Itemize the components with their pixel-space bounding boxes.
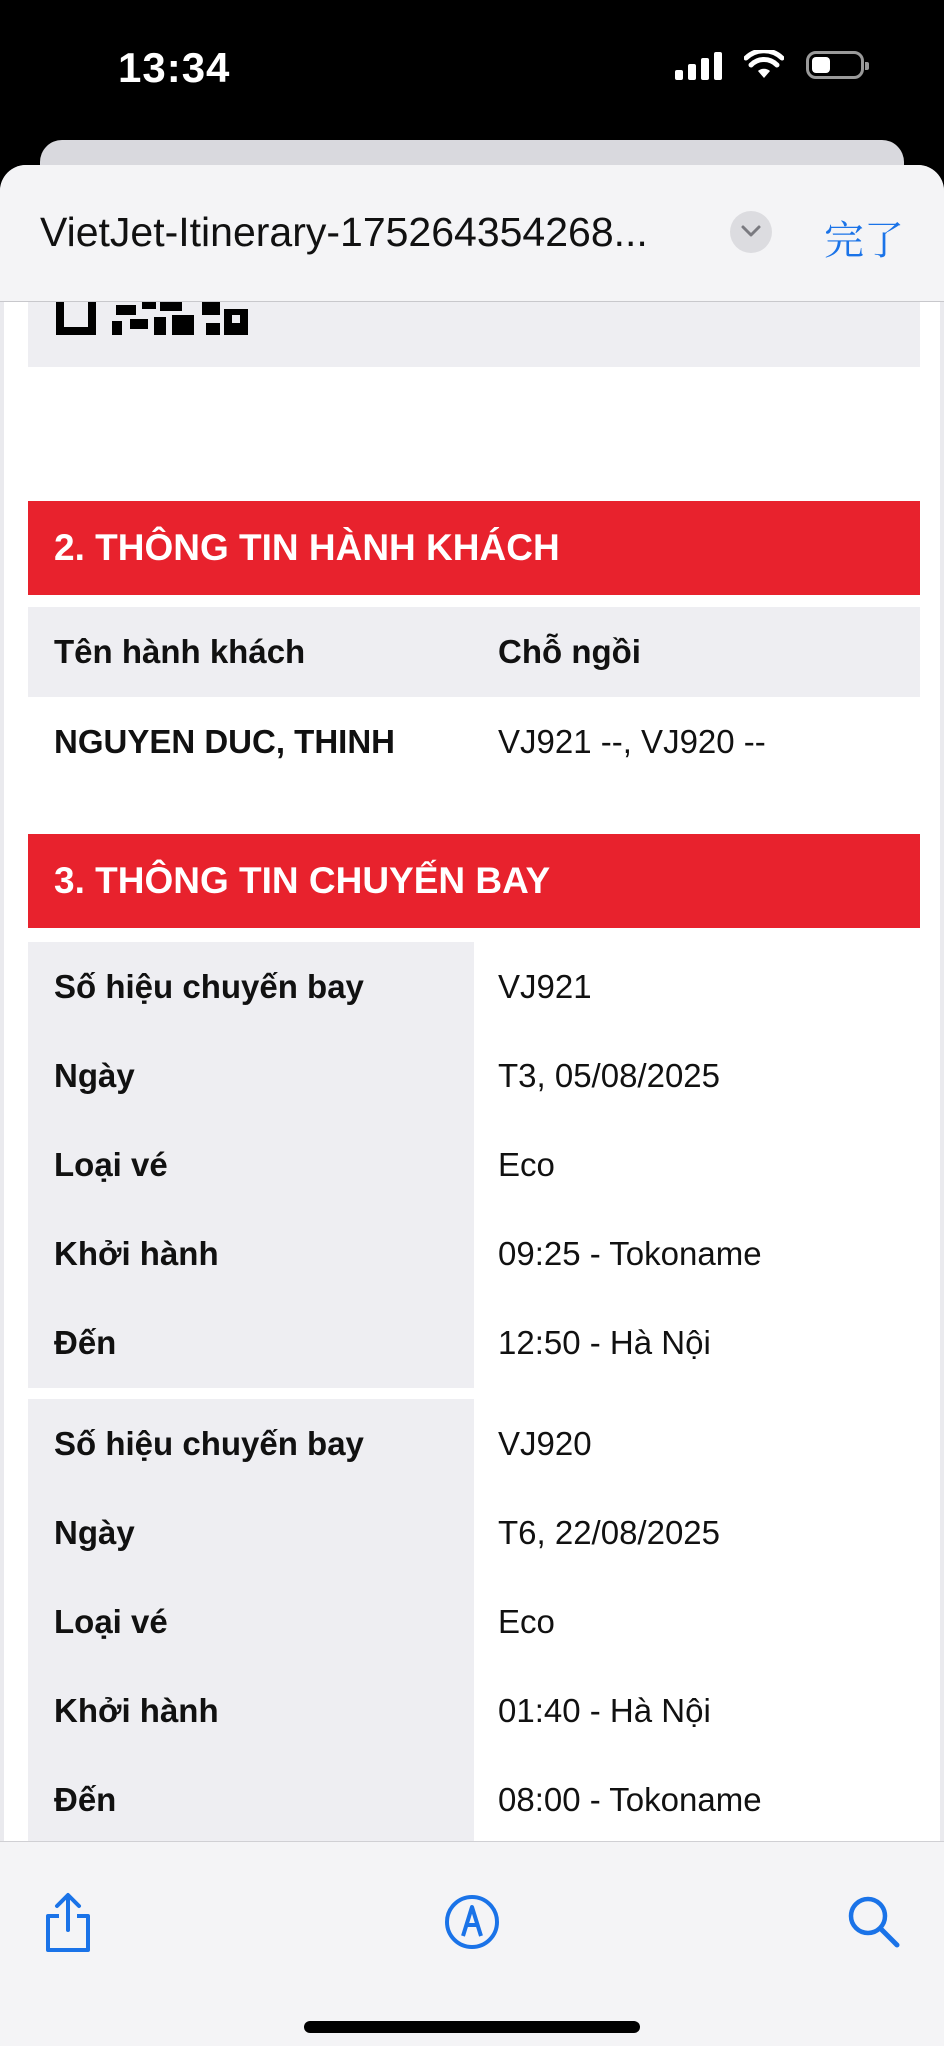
arrival-label: Đến (54, 1781, 117, 1818)
passenger-name-header: Tên hành khách (54, 633, 306, 670)
search-icon (844, 1892, 904, 1952)
flight-number-row (28, 1399, 920, 1488)
markup-button[interactable] (442, 1892, 502, 1952)
departure-value: 09:25 - Tokoname (498, 1235, 762, 1272)
date-row (28, 1488, 920, 1577)
status-bar (0, 0, 944, 140)
battery-icon (806, 51, 864, 79)
fare-row (28, 1120, 920, 1209)
flight-number-value: VJ921 (498, 968, 592, 1005)
passenger-row (28, 697, 920, 787)
document-viewer-sheet (0, 165, 944, 2046)
passenger-table-header (28, 607, 920, 697)
passenger-seats: VJ921 --, VJ920 -- (498, 723, 766, 760)
date-value: T3, 05/08/2025 (498, 1057, 721, 1094)
passenger-name: NGUYEN DUC, THINH (54, 723, 396, 760)
fare-value: Eco (498, 1603, 555, 1640)
qr-code-image (56, 301, 296, 341)
passenger-section-header: 2. THÔNG TIN HÀNH KHÁCH (28, 501, 920, 595)
markup-icon (442, 1892, 502, 1952)
date-label: Ngày (54, 1057, 135, 1094)
home-indicator[interactable] (304, 2021, 640, 2033)
arrival-label: Đến (54, 1324, 117, 1361)
bottom-toolbar (0, 1841, 944, 2046)
date-value: T6, 22/08/2025 (498, 1514, 721, 1551)
pdf-page (4, 301, 940, 1841)
cellular-signal-icon (675, 50, 722, 80)
flight-number-value: VJ920 (498, 1425, 592, 1462)
share-icon (38, 1892, 98, 1954)
flight-number-label: Số hiệu chuyến bay (54, 1425, 364, 1462)
flight-card-1 (28, 942, 920, 1388)
seat-header: Chỗ ngồi (498, 633, 641, 670)
fare-label: Loại vé (54, 1146, 168, 1183)
departure-value: 01:40 - Hà Nội (498, 1692, 711, 1729)
flight-number-label: Số hiệu chuyến bay (54, 968, 364, 1005)
fare-value: Eco (498, 1146, 555, 1183)
viewer-header (0, 165, 944, 302)
arrival-value: 12:50 - Hà Nội (498, 1324, 711, 1361)
fare-label: Loại vé (54, 1603, 168, 1640)
flight-card-2 (28, 1399, 920, 1845)
departure-row (28, 1666, 920, 1755)
done-button[interactable]: 完了 (824, 219, 904, 263)
search-button[interactable] (844, 1892, 904, 1952)
document-title[interactable]: VietJet-Itinerary-175264354268... (40, 209, 648, 255)
wifi-icon (744, 50, 784, 80)
status-icons (675, 50, 864, 80)
arrival-row (28, 1298, 920, 1387)
date-row (28, 1031, 920, 1120)
fare-row (28, 1577, 920, 1666)
chevron-down-icon (740, 223, 762, 239)
flight-number-row (28, 942, 920, 1031)
departure-row (28, 1209, 920, 1298)
departure-label: Khởi hành (54, 1235, 219, 1272)
arrival-row (28, 1755, 920, 1844)
share-button[interactable] (38, 1892, 98, 1952)
status-time: 13:34 (118, 44, 231, 91)
flight-section-header: 3. THÔNG TIN CHUYẾN BAY (28, 834, 920, 928)
departure-label: Khởi hành (54, 1692, 219, 1729)
title-menu-button[interactable] (730, 211, 772, 253)
qr-code-area (28, 301, 920, 367)
arrival-value: 08:00 - Tokoname (498, 1781, 762, 1818)
date-label: Ngày (54, 1514, 135, 1551)
